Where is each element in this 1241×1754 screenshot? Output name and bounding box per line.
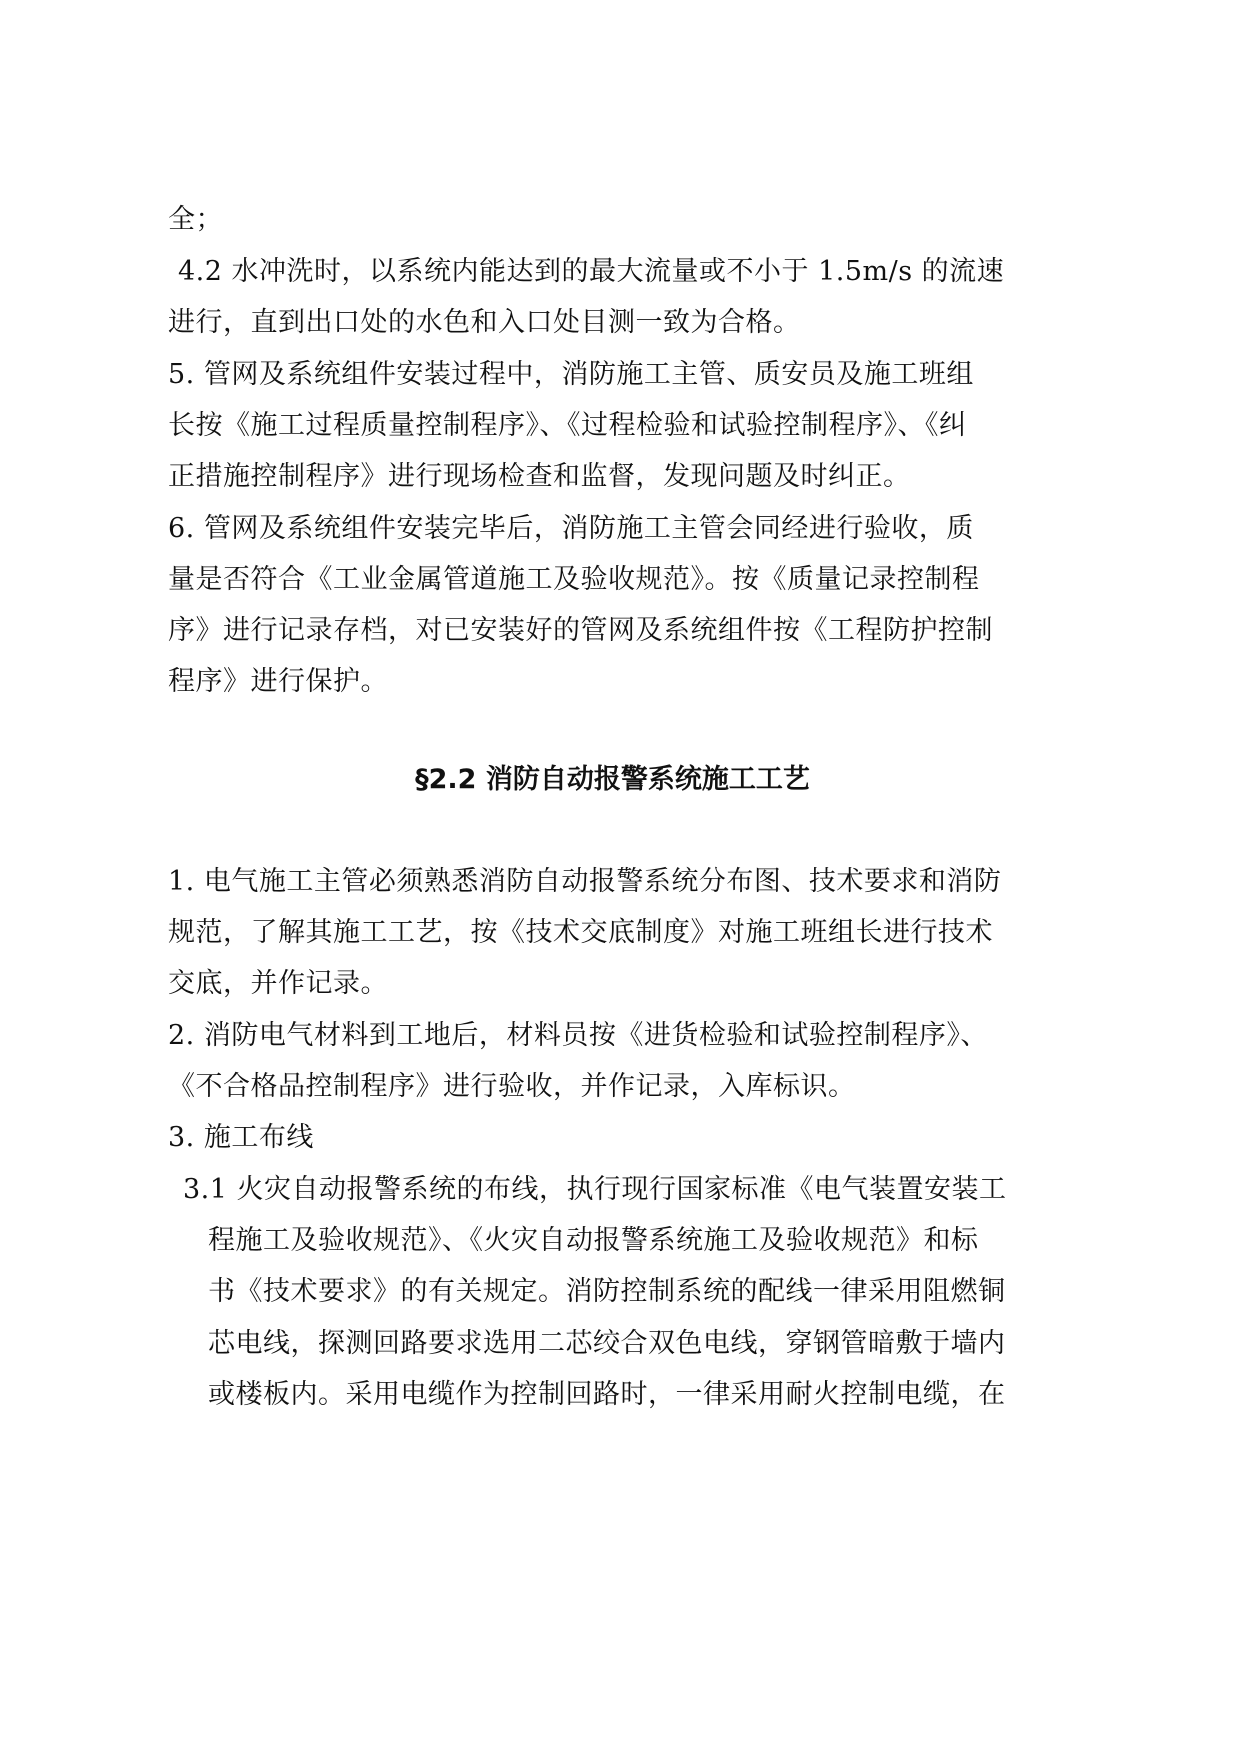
- text-line-5: 长按《施工过程质量控制程序》、《过程检验和试验控制程序》、《纠: [168, 410, 967, 441]
- text-line-9: 序》进行记录存档，对已安装好的管网及系统组件按《工程防护控制: [168, 615, 993, 646]
- text-line-15: 《不合格品控制程序》进行验收，并作记录，入库标识。: [168, 1071, 856, 1102]
- text-line-1: 全；: [168, 204, 223, 235]
- section-heading: §2.2 消防自动报警系统施工工艺: [415, 764, 810, 795]
- text-line-2: 4.2 水冲洗时，以系统内能达到的最大流量或不小于 1.5m/s 的流速: [178, 256, 1005, 287]
- text-line-7: 6. 管网及系统组件安装完毕后，消防施工主管会同经进行验收，质: [168, 513, 974, 544]
- text-line-10: 程序》进行保护。: [168, 666, 388, 697]
- text-line-14: 2. 消防电气材料到工地后，材料员按《进货检验和试验控制程序》、: [168, 1020, 988, 1051]
- text-line-3: 进行，直到出口处的水色和入口处目测一致为合格。: [168, 307, 801, 338]
- text-line-16: 3. 施工布线: [168, 1122, 314, 1153]
- text-line-18: 程施工及验收规范》、《火灾自动报警系统施工及验收规范》和标: [208, 1225, 979, 1256]
- text-line-12: 规范，了解其施工工艺，按《技术交底制度》对施工班组长进行技术: [168, 917, 993, 948]
- text-line-17: 3.1 火灾自动报警系统的布线，执行现行国家标准《电气装置安装工: [183, 1174, 1007, 1205]
- text-line-11: 1. 电气施工主管必须熟悉消防自动报警系统分布图、技术要求和消防: [168, 866, 1002, 897]
- text-line-8: 量是否符合《工业金属管道施工及验收规范》。按《质量记录控制程: [168, 564, 980, 595]
- text-line-20: 芯电线，探测回路要求选用二芯绞合双色电线，穿钢管暗敷于墙内: [208, 1328, 1006, 1359]
- text-line-19: 书《技术要求》的有关规定。消防控制系统的配线一律采用阻燃铜: [208, 1276, 1006, 1307]
- text-line-4: 5. 管网及系统组件安装过程中，消防施工主管、质安员及施工班组: [168, 359, 974, 390]
- text-line-6: 正措施控制程序》进行现场检查和监督，发现问题及时纠正。: [168, 461, 911, 492]
- text-line-21: 或楼板内。采用电缆作为控制回路时，一律采用耐火控制电缆，在: [208, 1379, 1006, 1410]
- text-line-13: 交底，并作记录。: [168, 968, 388, 999]
